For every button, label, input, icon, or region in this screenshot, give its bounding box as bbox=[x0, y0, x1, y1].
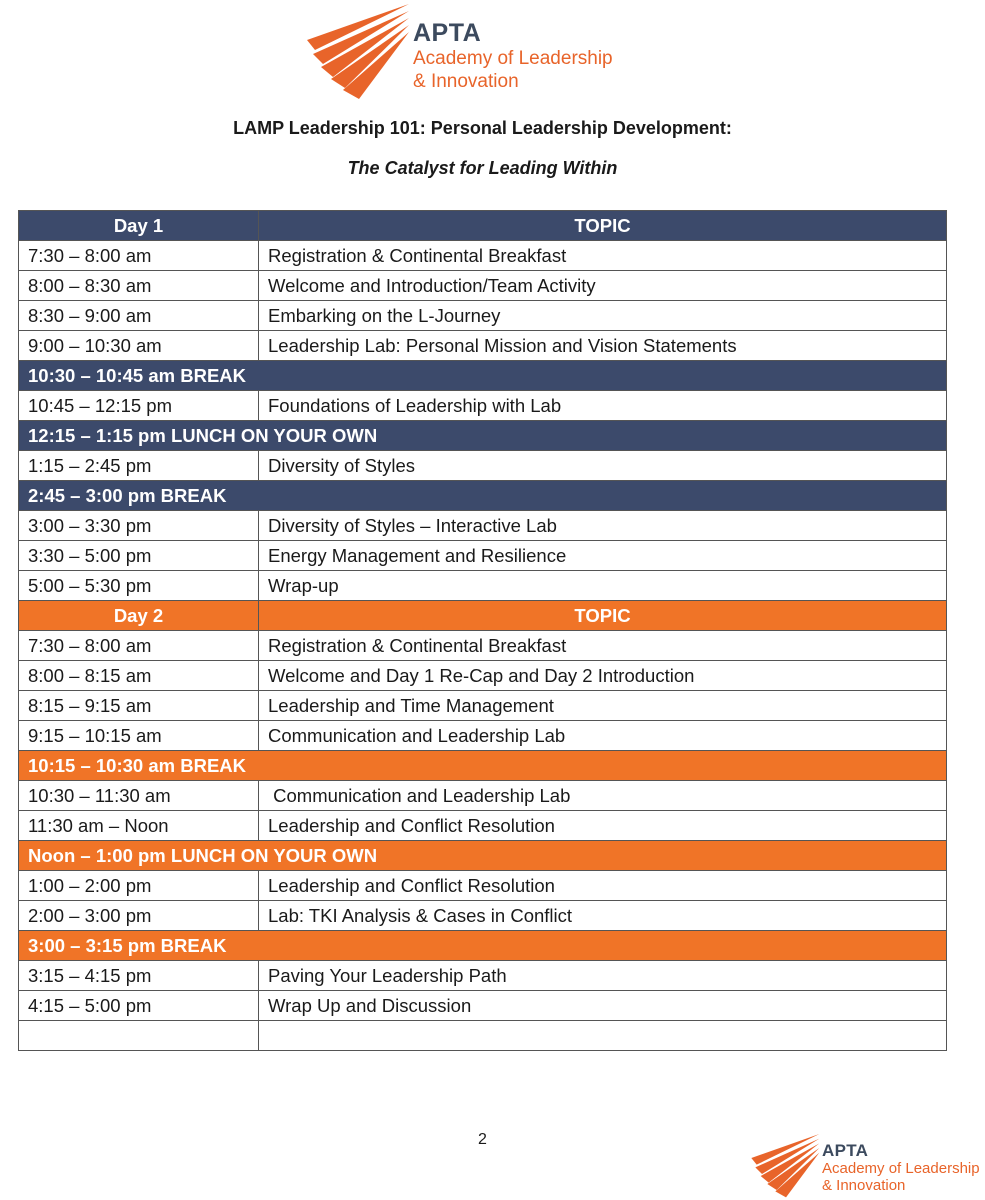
session-time: 7:30 – 8:00 am bbox=[19, 631, 259, 661]
break-label: 10:30 – 10:45 am BREAK bbox=[19, 361, 947, 391]
schedule-row bbox=[19, 721, 947, 751]
logo-brand: APTA bbox=[413, 19, 482, 47]
session-time bbox=[19, 1021, 259, 1051]
break-label: 2:45 – 3:00 pm BREAK bbox=[19, 481, 947, 511]
schedule-row bbox=[19, 961, 947, 991]
schedule-row bbox=[19, 871, 947, 901]
schedule-row bbox=[19, 571, 947, 601]
session-topic: Energy Management and Resilience bbox=[259, 541, 947, 571]
session-topic bbox=[259, 1021, 947, 1051]
session-topic: Lab: TKI Analysis & Cases in Conflict bbox=[259, 901, 947, 931]
session-time: 9:15 – 10:15 am bbox=[19, 721, 259, 751]
logo-brand: APTA bbox=[822, 1141, 869, 1160]
logo-line1: Academy of Leadership bbox=[413, 48, 613, 69]
schedule-row bbox=[19, 691, 947, 721]
session-topic: Registration & Continental Breakfast bbox=[259, 241, 947, 271]
page-number: 2 bbox=[478, 1131, 487, 1148]
session-topic: Communication and Leadership Lab bbox=[259, 721, 947, 751]
break-row bbox=[19, 931, 947, 961]
schedule-row bbox=[19, 811, 947, 841]
logo-line2: & Innovation bbox=[413, 71, 519, 92]
session-time: 3:00 – 3:30 pm bbox=[19, 511, 259, 541]
session-topic: Welcome and Introduction/Team Activity bbox=[259, 271, 947, 301]
session-time: 1:15 – 2:45 pm bbox=[19, 451, 259, 481]
session-time: 10:30 – 11:30 am bbox=[19, 781, 259, 811]
day2-label: Day 2 bbox=[19, 601, 259, 631]
schedule-row bbox=[19, 451, 947, 481]
session-time: 4:15 – 5:00 pm bbox=[19, 991, 259, 1021]
session-time: 8:00 – 8:30 am bbox=[19, 271, 259, 301]
apta-swoosh-icon bbox=[305, 2, 413, 102]
logo-line2: & Innovation bbox=[822, 1177, 906, 1194]
session-time: 1:00 – 2:00 pm bbox=[19, 871, 259, 901]
day1-header-row bbox=[19, 211, 947, 241]
session-time: 11:30 am – Noon bbox=[19, 811, 259, 841]
schedule-row bbox=[19, 1021, 947, 1051]
schedule-row bbox=[19, 541, 947, 571]
schedule-row bbox=[19, 271, 947, 301]
session-topic: Diversity of Styles – Interactive Lab bbox=[259, 511, 947, 541]
break-label: Noon – 1:00 pm LUNCH ON YOUR OWN bbox=[19, 841, 947, 871]
break-row bbox=[19, 751, 947, 781]
schedule-row bbox=[19, 781, 947, 811]
session-topic: Leadership and Time Management bbox=[259, 691, 947, 721]
logo-line1: Academy of Leadership bbox=[822, 1160, 980, 1177]
break-label: 3:00 – 3:15 pm BREAK bbox=[19, 931, 947, 961]
session-topic: Welcome and Day 1 Re-Cap and Day 2 Introduction bbox=[259, 661, 947, 691]
schedule-row bbox=[19, 901, 947, 931]
session-topic: Communication and Leadership Lab bbox=[259, 781, 947, 811]
day2-header-row bbox=[19, 601, 947, 631]
schedule-row bbox=[19, 301, 947, 331]
session-topic: Registration & Continental Breakfast bbox=[259, 631, 947, 661]
session-time: 2:00 – 3:00 pm bbox=[19, 901, 259, 931]
session-topic: Leadership and Conflict Resolution bbox=[259, 811, 947, 841]
session-topic: Embarking on the L-Journey bbox=[259, 301, 947, 331]
session-topic: Foundations of Leadership with Lab bbox=[259, 391, 947, 421]
session-time: 7:30 – 8:00 am bbox=[19, 241, 259, 271]
session-topic: Leadership Lab: Personal Mission and Vision Statements bbox=[259, 331, 947, 361]
session-time: 8:00 – 8:15 am bbox=[19, 661, 259, 691]
session-time: 10:45 – 12:15 pm bbox=[19, 391, 259, 421]
day1-label: Day 1 bbox=[19, 211, 259, 241]
page-subtitle: The Catalyst for Leading Within bbox=[347, 158, 618, 178]
schedule-row bbox=[19, 661, 947, 691]
break-row bbox=[19, 361, 947, 391]
day1-topic-header: TOPIC bbox=[259, 211, 947, 241]
session-time: 5:00 – 5:30 pm bbox=[19, 571, 259, 601]
session-time: 3:15 – 4:15 pm bbox=[19, 961, 259, 991]
page-title: LAMP Leadership 101: Personal Leadership Development: bbox=[233, 118, 732, 138]
session-topic: Diversity of Styles bbox=[259, 451, 947, 481]
session-time: 8:15 – 9:15 am bbox=[19, 691, 259, 721]
session-time: 3:30 – 5:00 pm bbox=[19, 541, 259, 571]
schedule-table bbox=[18, 210, 947, 1051]
day2-topic-header: TOPIC bbox=[259, 601, 947, 631]
break-row bbox=[19, 841, 947, 871]
schedule-row bbox=[19, 511, 947, 541]
schedule-row bbox=[19, 241, 947, 271]
apta-swoosh-icon bbox=[750, 1132, 822, 1200]
schedule-row bbox=[19, 631, 947, 661]
break-row bbox=[19, 481, 947, 511]
break-label: 12:15 – 1:15 pm LUNCH ON YOUR OWN bbox=[19, 421, 947, 451]
schedule-row bbox=[19, 991, 947, 1021]
break-label: 10:15 – 10:30 am BREAK bbox=[19, 751, 947, 781]
apta-logo-header bbox=[305, 2, 613, 102]
session-time: 8:30 – 9:00 am bbox=[19, 301, 259, 331]
schedule-row bbox=[19, 331, 947, 361]
apta-logo-footer bbox=[750, 1132, 980, 1200]
schedule-row bbox=[19, 391, 947, 421]
session-topic: Leadership and Conflict Resolution bbox=[259, 871, 947, 901]
session-topic: Wrap Up and Discussion bbox=[259, 991, 947, 1021]
session-time: 9:00 – 10:30 am bbox=[19, 331, 259, 361]
session-topic: Wrap-up bbox=[259, 571, 947, 601]
break-row bbox=[19, 421, 947, 451]
session-topic: Paving Your Leadership Path bbox=[259, 961, 947, 991]
